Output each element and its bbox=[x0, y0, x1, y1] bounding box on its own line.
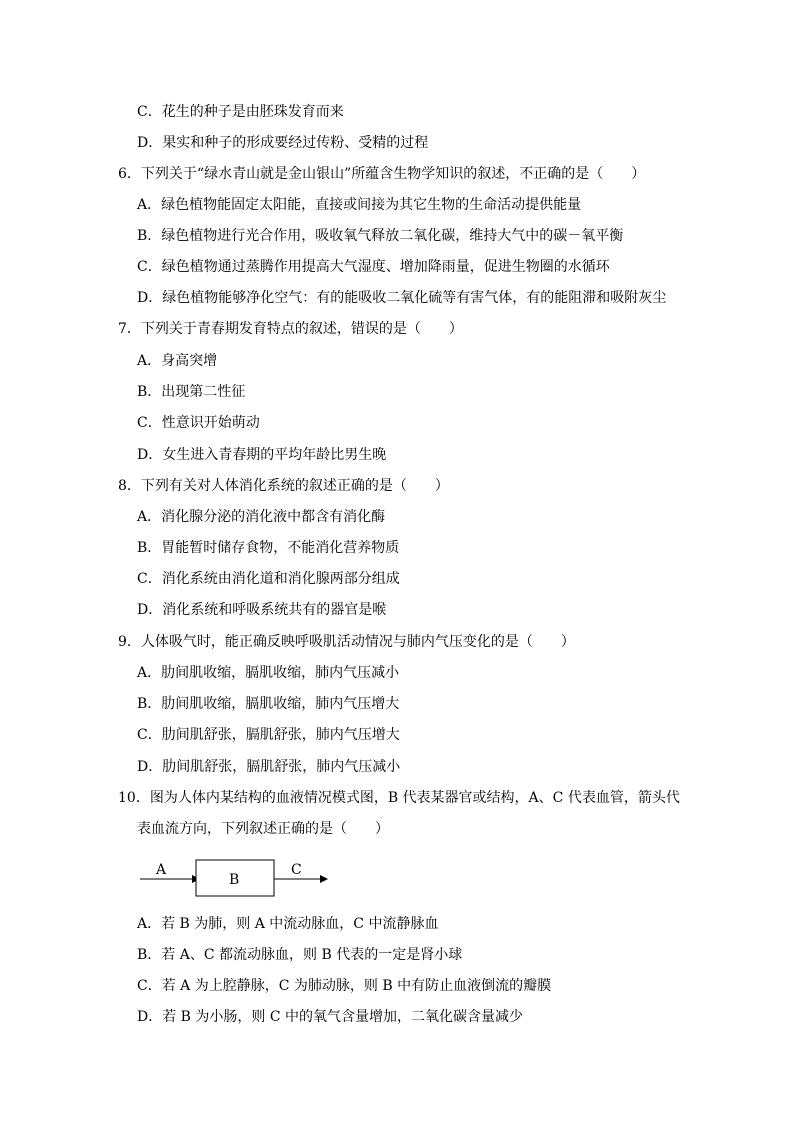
vessel-a-label: A bbox=[156, 862, 167, 878]
question-10-option-b: B．若 A、C 都流动脉血，则 B 代表的一定是肾小球 bbox=[137, 947, 463, 963]
question-9-option-c: C．肋间肌舒张，膈肌舒张，肺内气压增大 bbox=[137, 727, 400, 743]
question-7-option-c: C．性意识开始萌动 bbox=[137, 415, 260, 431]
arrow-c-head bbox=[320, 875, 328, 883]
question-7-stem: 7．下列关于青春期发育特点的叙述，错误的是（ ） bbox=[118, 321, 463, 337]
question-10-option-a: A．若 B 为肺，则 A 中流动脉血，C 中流静脉血 bbox=[137, 916, 439, 932]
question-7-option-a: A．身高突增 bbox=[137, 353, 218, 369]
question-8-stem: 8．下列有关对人体消化系统的叙述正确的是（ ） bbox=[118, 478, 449, 494]
question-8-option-b: B．胃能暂时储存食物，不能消化营养物质 bbox=[137, 540, 400, 556]
question-8-option-a: A．消化腺分泌的消化液中都含有消化酶 bbox=[137, 509, 386, 525]
question-8-option-c: C．消化系统由消化道和消化腺两部分组成 bbox=[137, 571, 400, 587]
question-10-option-d: D．若 B 为小肠，则 C 中的氧气含量增加，二氧化碳含量减少 bbox=[137, 1009, 524, 1025]
question-8-option-d: D．消化系统和呼吸系统共有的器官是喉 bbox=[137, 602, 387, 618]
vessel-c-label: C bbox=[291, 862, 302, 878]
question-6-stem: 6．下列关于“绿水青山就是金山银山”所蕴含生物学知识的叙述，不正确的是（ ） bbox=[118, 166, 646, 182]
question-7-option-d: D．女生进入青春期的平均年龄比男生晚 bbox=[137, 447, 387, 463]
question-6-option-c: C．绿色植物通过蒸腾作用提高大气湿度、增加降雨量，促进生物圈的水循环 bbox=[137, 259, 610, 275]
question-9-option-b: B．肋间肌收缩，膈肌收缩，肺内气压增大 bbox=[137, 696, 400, 712]
question-10-stem-line-1: 10．图为人体内某结构的血液情况模式图，B 代表某器官或结构，A、C 代表血管，箭头代 bbox=[118, 790, 680, 806]
question-10-stem-line-2: 表血流方向，下列叙述正确的是（ ） bbox=[137, 821, 389, 837]
option-d: D．果实和种子的形成要经过传粉、受精的过程 bbox=[137, 135, 429, 151]
question-9-option-d: D．肋间肌舒张，膈肌舒张，肺内气压减小 bbox=[137, 759, 401, 775]
question-6-option-a: A．绿色植物能固定太阳能，直接或间接为其它生物的生命活动提供能量 bbox=[137, 197, 582, 213]
option-c: C．花生的种子是由胚珠发育而来 bbox=[137, 104, 344, 120]
question-6-option-d: D．绿色植物能够净化空气：有的能吸收二氧化硫等有害气体，有的能阻滞和吸附灰尘 bbox=[137, 290, 667, 306]
question-9-stem: 9．人体吸气时，能正确反映呼吸肌活动情况与肺内气压变化的是（ ） bbox=[118, 634, 575, 650]
question-7-option-b: B．出现第二性征 bbox=[137, 384, 246, 400]
question-9-option-a: A．肋间肌收缩，膈肌收缩，肺内气压减小 bbox=[137, 665, 400, 681]
question-10-option-c: C．若 A 为上腔静脉，C 为肺动脉，则 B 中有防止血液倒流的瓣膜 bbox=[137, 978, 552, 994]
blood-flow-diagram bbox=[140, 855, 340, 905]
organ-b-label: B bbox=[229, 872, 240, 888]
question-6-option-b: B．绿色植物进行光合作用，吸收氧气释放二氧化碳，维持大气中的碳－氧平衡 bbox=[137, 228, 624, 244]
